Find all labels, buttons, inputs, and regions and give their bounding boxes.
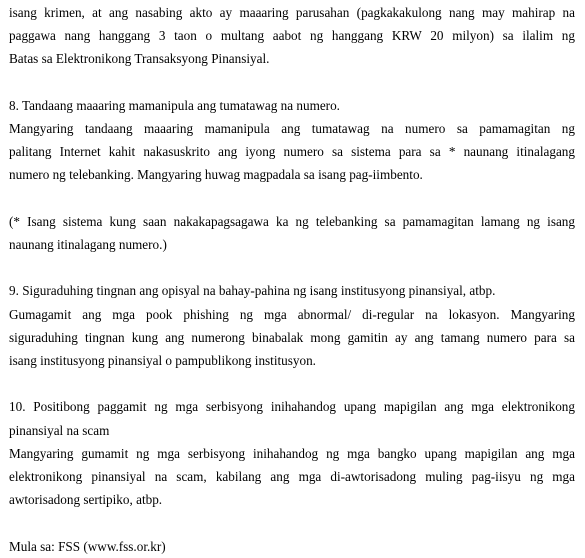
item-10-heading: pinansiyal na scam [9, 422, 110, 438]
item-8-note [9, 210, 575, 256]
item-10-body-line: awtorisadong sertipiko, atbp. [9, 492, 163, 508]
item-8 [9, 94, 575, 187]
item-9-body-line: Gumagamit ang mga pook phishing ng mga abnormal/ di-regular na lokasyon. Mangyaring [9, 306, 575, 322]
spacer [9, 256, 575, 279]
intro-line: paggawa nang hanggang 3 taon o multang aabot ng hanggang KRW 20 milyon) sa ilalim ng [9, 28, 575, 44]
item-8-note-line: naunang itinalagang numero.) [9, 237, 167, 252]
item-9-body-line: siguraduhing tingnan kung ang numerong binabalak mong gamitin ay ang tamang numero para sa [9, 329, 575, 345]
intro-line: isang krimen, at ang nasabing akto ay maaaring parusahan (pagkakakulong nang may mahirap na [9, 5, 575, 20]
intro-line: Batas sa Elektronikong Transaksyong Pinansiyal. [9, 51, 270, 67]
item-9 [9, 279, 575, 372]
item-9-heading: 9. Siguraduhing tingnan ang opisyal na bahay-pahina ng isang institusyong pinansiyal, atbp. [9, 283, 496, 299]
item-8-note-line: (* Isang sistema kung saan nakakapagsagawa ka ng telebanking sa pamamagitan lamang ng isang [9, 213, 575, 229]
item-9-body-line: isang institusyong pinansiyal o pampublikong institusyon. [9, 353, 316, 368]
spacer [9, 71, 575, 94]
item-10-body-line: elektronikong pinansiyal na scam, kabilang ang mga di-awtorisadong muling pag-iisyu ng mga [9, 469, 575, 484]
source-text: Mula sa: FSS (www.fss.or.kr) [9, 538, 166, 554]
item-10-heading: 10. Positibong paggamit ng mga serbisyong inihahandog upang mapigilan ang mga elektronikong [9, 399, 575, 415]
item-8-body-line: Mangyaring tandaang maaaring mamanipula ang tumatawag na numero sa pamamagitan ng [9, 121, 575, 136]
item-8-body-line: numero ng telebanking. Mangyaring huwag magpadala sa isang pag-iimbento. [9, 167, 423, 183]
item-8-body-line: palitang Internet kahit nakasuskrito ang iyong numero sa sistema para sa * naunang itinalagang [9, 144, 575, 160]
item-10-body-line: Mangyaring gumamit ng mga serbisyong inihahandog ng mga bangko upang mapigilan ang mga [9, 445, 575, 461]
source-line [9, 535, 575, 558]
item-8-heading: 8. Tandaang maaaring mamanipula ang tumatawag na numero. [9, 97, 340, 113]
spacer [9, 187, 575, 210]
spacer [9, 511, 575, 534]
item-10 [9, 395, 575, 511]
intro-paragraph [9, 1, 575, 71]
spacer [9, 372, 575, 395]
document-page [9, 0, 575, 558]
